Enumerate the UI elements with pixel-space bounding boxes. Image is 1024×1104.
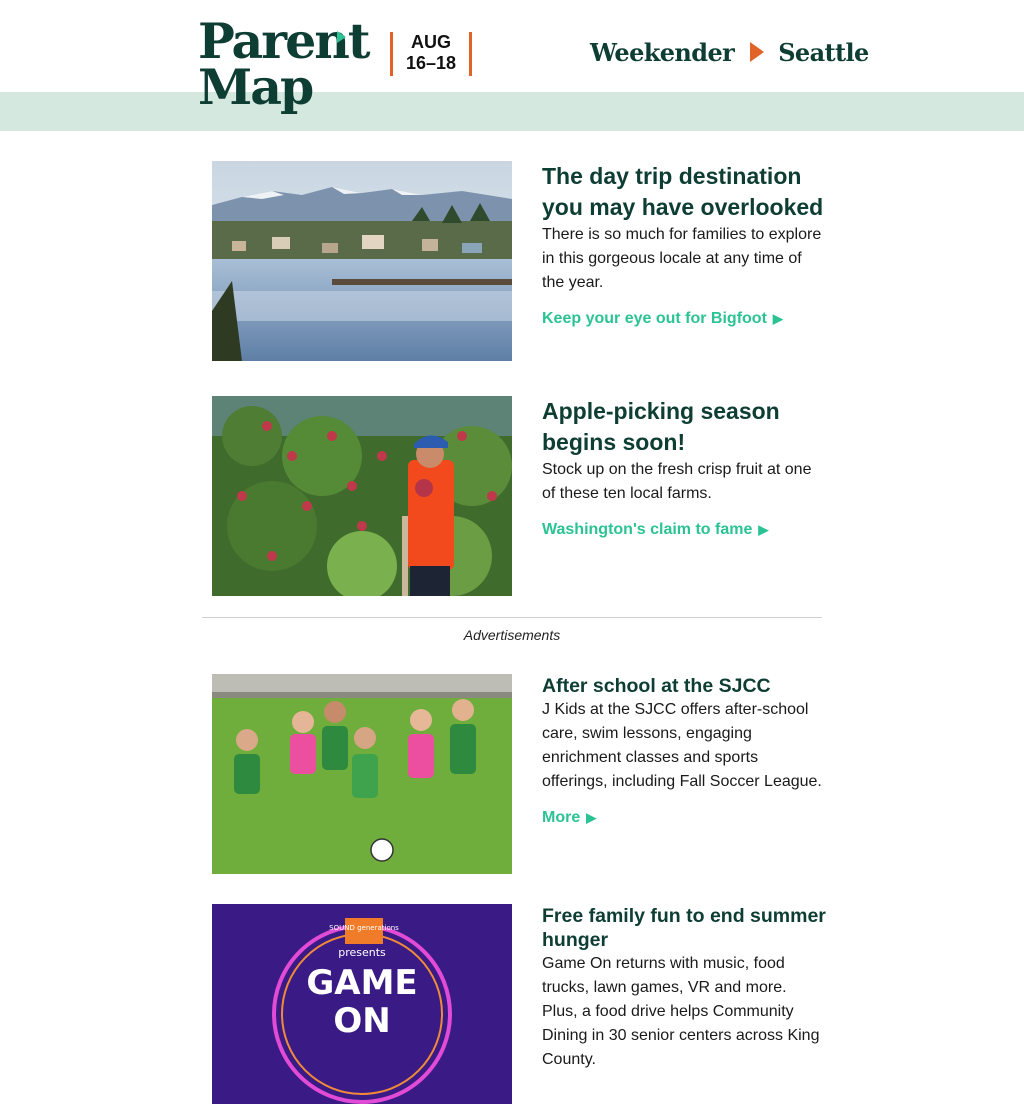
ad-headline[interactable]: Free family fun to end summer hunger — [542, 905, 826, 951]
read-more-link[interactable] — [542, 520, 768, 540]
play-arrow-icon: ▶ — [758, 522, 769, 537]
ad-headline[interactable]: After school at the SJCC — [542, 675, 771, 697]
poster-badge: SOUND generations — [329, 924, 399, 932]
weekender-title — [590, 38, 869, 67]
apple-orchard-photo — [212, 396, 512, 596]
poster-presents: presents — [338, 946, 386, 959]
article-headline[interactable]: Apple-picking season begins soon! — [542, 398, 780, 455]
weekender-label: Weekender — [590, 38, 735, 67]
poster-title-2: ON — [333, 1001, 391, 1041]
city-label: Seattle — [778, 38, 869, 67]
date-range-badge — [390, 32, 472, 76]
section-divider — [202, 617, 822, 618]
cta-label: Washington's claim to fame — [542, 521, 753, 538]
article-image[interactable] — [212, 396, 512, 596]
date-days: 16–18 — [405, 53, 457, 73]
cta-label: More — [542, 809, 581, 826]
more-link[interactable] — [542, 808, 596, 828]
cta-label: Keep your eye out for Bigfoot — [542, 310, 767, 327]
game-on-poster — [212, 904, 512, 1104]
play-arrow-icon: ▶ — [772, 311, 783, 326]
date-month: AUG — [411, 32, 451, 52]
ad-image[interactable] — [212, 674, 512, 874]
advertisements-label: Advertisements — [463, 627, 561, 643]
article-image[interactable] — [212, 161, 512, 361]
article-summary: There is so much for families to explore in this gorgeous locale at any time of the year. — [542, 226, 822, 291]
logo-line-2: Map — [198, 58, 313, 116]
article-headline[interactable]: The day trip destination you may have overlooked — [542, 163, 824, 220]
logo-line-1: Parent — [198, 12, 369, 70]
logo-play-icon — [337, 31, 346, 43]
header-band — [0, 92, 1024, 131]
ad-image[interactable] — [212, 904, 512, 1104]
waterfront-town-photo — [212, 161, 512, 361]
play-arrow-icon: ▶ — [586, 810, 597, 825]
kids-soccer-photo — [212, 674, 512, 874]
read-more-link[interactable] — [542, 309, 783, 329]
ad-summary: Game On returns with music, food trucks, lawn games, VR and more. Plus, a food drive helps Community Dining in 30 senior centers across King County. — [542, 955, 820, 1068]
play-arrow-icon — [750, 42, 764, 62]
article-summary: Stock up on the fresh crisp fruit at one of these ten local farms. — [542, 461, 812, 502]
ad-summary: J Kids at the SJCC offers after-school care, swim lessons, engaging enrichment classes and sports offerings, including Fall Soccer League. — [542, 701, 822, 790]
poster-title: GAME — [306, 963, 418, 1003]
